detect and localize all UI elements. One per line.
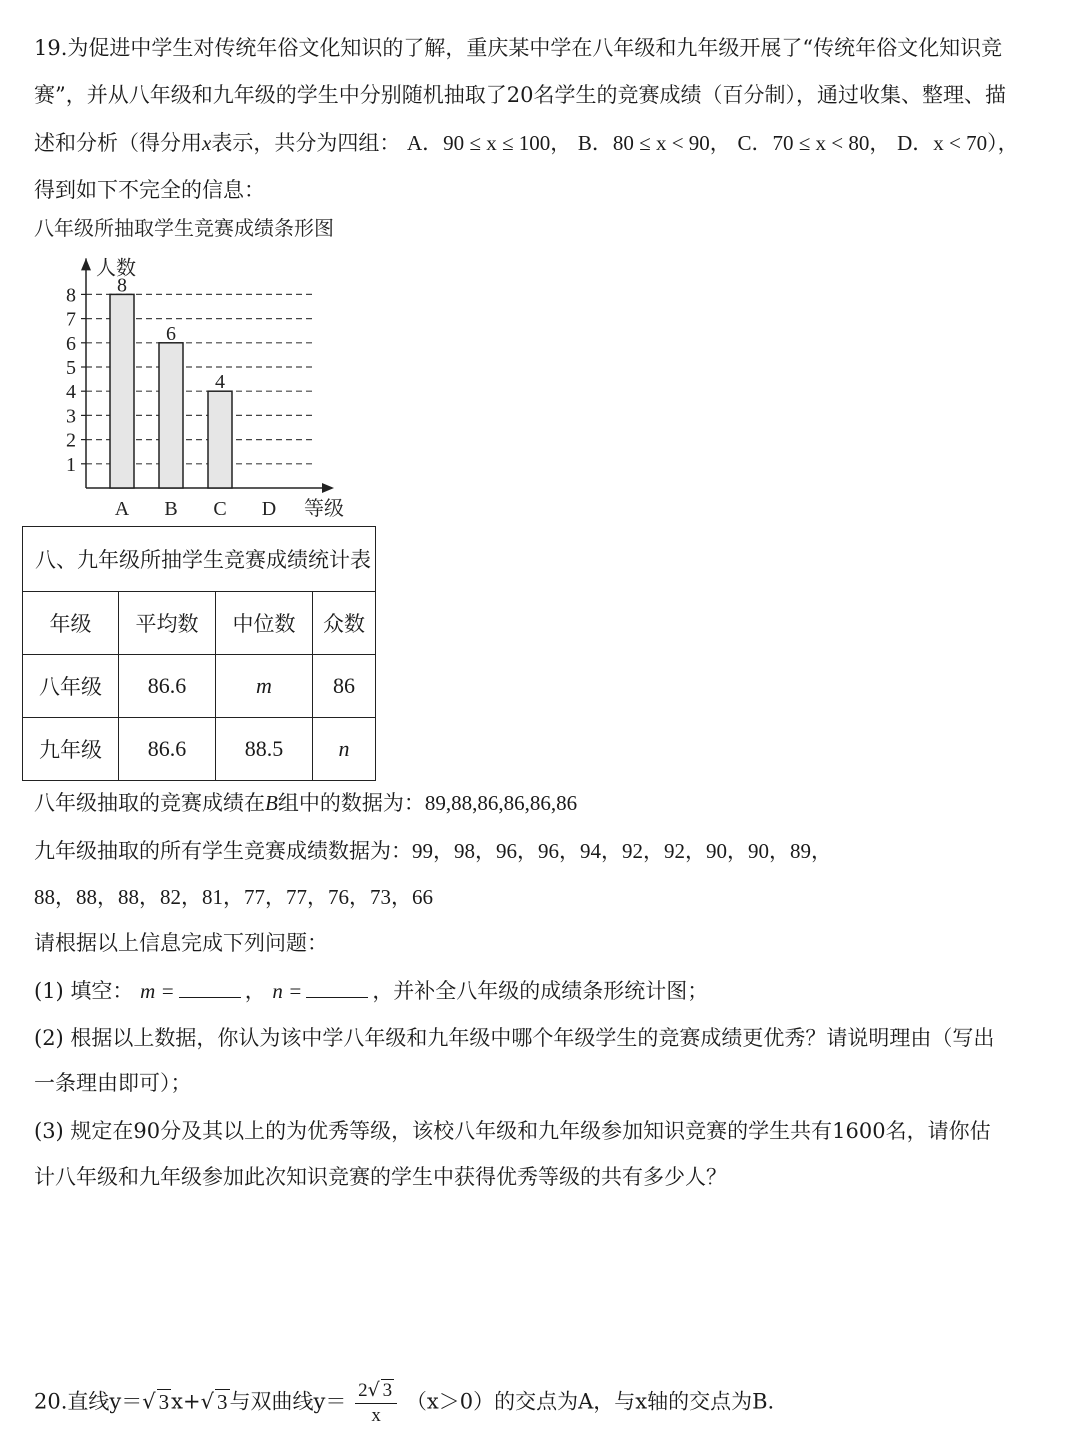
table-title: 八、九年级所抽学生竞赛成绩统计表 [23, 527, 376, 592]
group-d: D．x < 70）， [897, 131, 1019, 155]
cell-grade9: 九年级 [23, 718, 119, 781]
y-tick-label: 5 [66, 357, 76, 379]
data-label-a: 8 [117, 274, 127, 297]
part-3-line-2: 计八年级和九年级参加此次知识竞赛的学生中获得优秀等级的共有多少人？ [34, 1165, 727, 1189]
data-label-b: 6 [166, 322, 176, 345]
cell-grade9-mode: n [313, 718, 376, 781]
sqrt-symbol-3: √ [367, 1379, 380, 1401]
fraction-coef: 2 [358, 1380, 368, 1401]
x-axis-arrow [322, 483, 334, 493]
x-tick-label-d: D [261, 498, 277, 520]
q19-ask: 请根据以上信息完成下列问题： [34, 931, 328, 955]
q19-line-2: 赛”，并从八年级和九年级的学生中分别随机抽取了20名学生的竞赛成绩（百分制），通过收集、整理、描 [34, 83, 1006, 107]
var-b: B [265, 791, 278, 815]
x-tick-label-c: C [213, 498, 227, 520]
cell-grade8-median: m [216, 655, 313, 718]
q20-line [34, 1378, 774, 1428]
y-tick-label: 4 [66, 381, 76, 404]
group-c: C．70 ≤ x < 80， [737, 131, 891, 155]
y-tick-label: 7 [66, 308, 76, 331]
y-tick-label: 2 [66, 429, 76, 452]
var-x: x [202, 131, 212, 155]
x-tick-label-b: B [164, 498, 178, 520]
grade9-data-1: 99，98，96，96，94，92，92，90，90，89， [412, 839, 832, 863]
data-label-c: 4 [215, 371, 225, 394]
q20-suffix: （x＞0）的交点为A，与x轴的交点为B. [405, 1389, 775, 1414]
grade8-b-data: 89,88,86,86,86,86 [424, 791, 578, 815]
y-axis-arrow [81, 258, 91, 270]
sqrt-symbol-2: √ [200, 1389, 214, 1414]
table-row [23, 655, 376, 718]
grade9-data-line-2: 88，88，88，82，81，77，77，76，73，66 [34, 885, 433, 909]
grade8-b-rest: 组中的数据为： [277, 791, 425, 815]
part-1-sep: ， [244, 979, 266, 1003]
cell-grade8-mode: 86 [313, 655, 376, 718]
sqrt-symbol-1: √ [142, 1389, 156, 1414]
chart-plot-area [66, 255, 344, 520]
y-tick-label: 3 [66, 405, 76, 428]
group-a: A．90 ≤ x ≤ 100， [407, 131, 572, 155]
cell-grade8: 八年级 [23, 655, 119, 718]
x-axis-label: 等级 [304, 496, 344, 520]
group-b: B．80 ≤ x < 90， [577, 131, 731, 155]
bar-b [159, 343, 183, 488]
fraction [355, 1378, 397, 1428]
q19-line-1: 19.为促进中学生对传统年俗文化知识的了解，重庆某中学在八年级和九年级开展了“传统年俗文化知识竞 [34, 36, 1003, 60]
part-1 [34, 975, 708, 1006]
table-row [23, 718, 376, 781]
fraction-numerator [355, 1378, 397, 1404]
chart-caption: 八年级所抽取学生竞赛成绩条形图 [34, 216, 334, 240]
blank-m[interactable] [179, 975, 241, 998]
bar-a [110, 294, 134, 488]
x-tick-label-a: A [114, 498, 130, 520]
sqrt-radicand-1: 3 [158, 1389, 170, 1414]
stats-table [22, 526, 376, 781]
part-1-label: (1) 填空： [34, 979, 134, 1003]
header-mode: 众数 [313, 592, 376, 655]
q19-line-3-text-b: 表示，共分为四组： [211, 131, 401, 155]
table-header-row [23, 592, 376, 655]
blank-n-label: n = [272, 979, 303, 1003]
grade8-b-data-line [34, 788, 577, 818]
q19-line-3-text-a: 述和分析（得分用 [34, 131, 202, 155]
header-mean: 平均数 [119, 592, 216, 655]
y-tick-label: 8 [66, 284, 76, 307]
fraction-denominator: x [371, 1405, 381, 1426]
cell-grade8-mean: 86.6 [119, 655, 216, 718]
part-2-line-2: 一条理由即可）； [34, 1071, 192, 1095]
q20-prefix: 20.直线y＝ [34, 1389, 143, 1414]
q20-mid-2: 与双曲线y＝ [229, 1389, 347, 1414]
cell-grade9-mean: 86.6 [119, 718, 216, 781]
grade9-data-line-1 [34, 836, 832, 866]
part-2-line-1: (2) 根据以上数据，你认为该中学八年级和九年级中哪个年级学生的竞赛成绩更优秀？请说明理由（写出 [34, 1026, 995, 1050]
q19-line-3 [34, 128, 1019, 158]
grade8-b-label: 八年级抽取的竞赛成绩在 [34, 791, 265, 815]
sqrt-radicand-2: 3 [217, 1389, 228, 1414]
y-tick-label: 6 [66, 332, 76, 355]
grade8-bar-chart [20, 215, 380, 525]
y-tick-label: 1 [66, 453, 76, 476]
sqrt-radicand-3: 3 [382, 1380, 393, 1401]
blank-n[interactable] [306, 975, 368, 998]
grade9-label: 九年级抽取的所有学生竞赛成绩数据为： [34, 839, 412, 863]
q19-line-4: 得到如下不完全的信息： [34, 178, 265, 202]
bar-c [208, 391, 232, 488]
part-1-rest: ，并补全八年级的成绩条形统计图； [372, 979, 709, 1003]
part-3-line-1: (3) 规定在90分及其以上的为优秀等级，该校八年级和九年级参加知识竞赛的学生共有1600名，请你估 [34, 1119, 991, 1143]
header-grade: 年级 [23, 592, 119, 655]
header-median: 中位数 [216, 592, 313, 655]
cell-grade9-median: 88.5 [216, 718, 313, 781]
q20-mid-1: x+ [171, 1389, 201, 1414]
y-axis-label: 人数 [96, 255, 136, 280]
blank-m-label: m = [140, 979, 175, 1003]
